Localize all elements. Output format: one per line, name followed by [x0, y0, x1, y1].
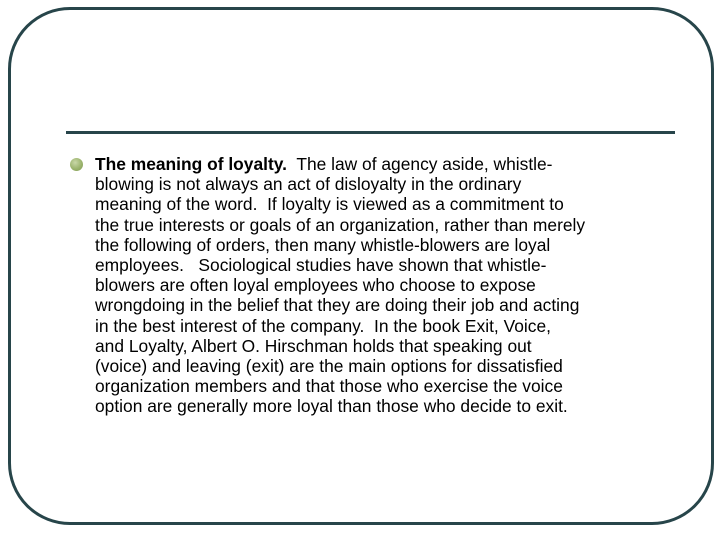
- title-divider: [66, 131, 675, 134]
- bullet-line: and Loyalty, Albert O. Hirschman holds that speaking out: [95, 335, 532, 356]
- bullet-line: (voice) and leaving (exit) are the main options for dissatisfied: [95, 356, 563, 377]
- bullet-text: [95, 154, 681, 417]
- bullet-line: organization members and that those who exercise the voice: [95, 376, 563, 397]
- bullet-line: blowing is not always an act of disloyalty in the ordinary: [95, 174, 522, 195]
- bullet-line: the following of orders, then many whistle-blowers are loyal: [95, 234, 551, 255]
- round-bullet-icon: [70, 158, 83, 171]
- bullet-line: meaning of the word. If loyalty is viewed as a commitment to: [95, 194, 564, 215]
- bullet-line: employees. Sociological studies have shown that whistle-: [95, 255, 547, 276]
- bullet-line: option are generally more loyal than those who decide to exit.: [95, 396, 568, 417]
- bullet-line: the true interests or goals of an organization, rather than merely: [95, 214, 586, 235]
- bullet-line-1: [95, 154, 681, 174]
- bullet-line: wrongdoing in the belief that they are doing their job and acting: [95, 295, 580, 316]
- bullet-line: blowers are often loyal employees who choose to expose: [95, 275, 536, 296]
- bullet-line: in the best interest of the company. In the book Exit, Voice,: [95, 315, 551, 336]
- bullet-line-1-rest: The law of agency aside, whistle-: [286, 154, 553, 174]
- bullet-lead: The meaning of loyalty.: [95, 154, 287, 174]
